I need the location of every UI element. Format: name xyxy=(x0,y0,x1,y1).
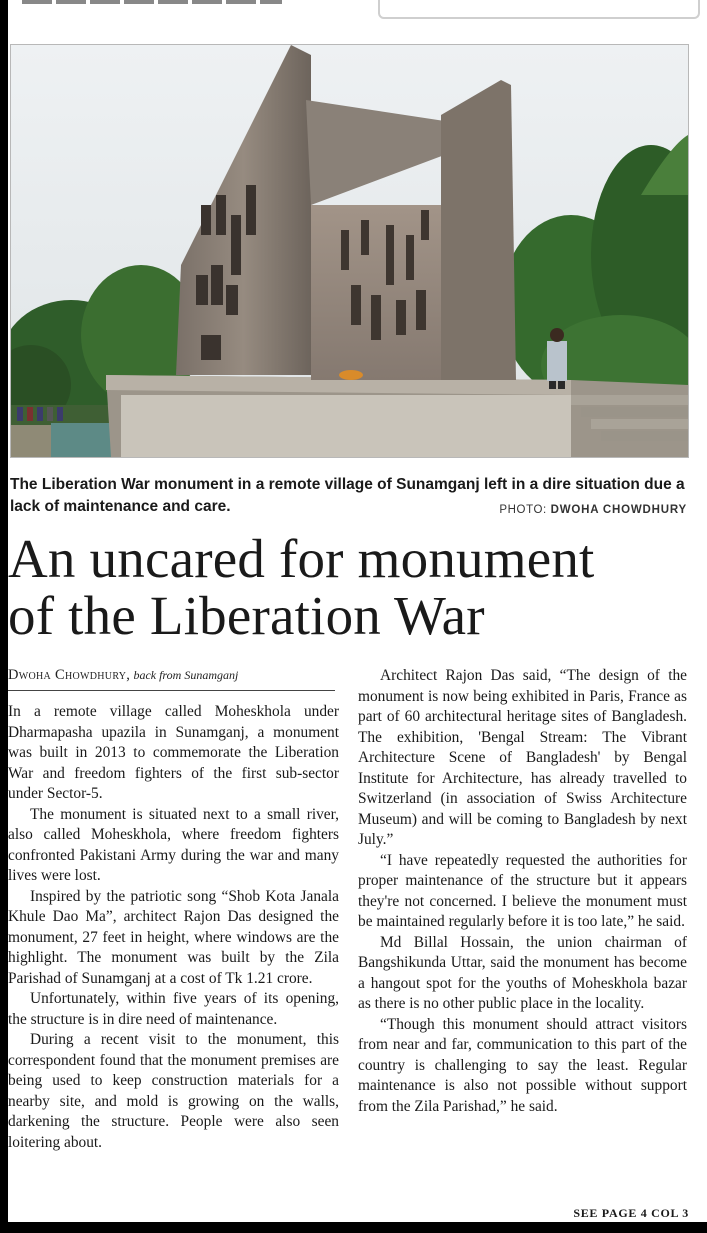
photo-credit-prefix: PHOTO: xyxy=(499,504,547,516)
headline xyxy=(8,530,707,644)
photo-credit xyxy=(499,504,687,516)
paragraph: The monument is situated next to a small river, also called Moheskhola, where freedom fighters confronted Pakistani Army during the war and many lives were lost. xyxy=(8,805,339,884)
cut-off-box xyxy=(378,0,700,19)
article-column-1 xyxy=(8,702,339,1153)
paragraph: Md Billal Hossain, the union chairman of Bangshikunda Uttar, said the monument has become a hangout spot for the youths of Moheskhola bazar as there is no other public place in the locality. xyxy=(358,933,687,1012)
article-column-2 xyxy=(358,666,687,1117)
paragraph: In a remote village called Moheskhola under Dharmapasha upazila in Sunamganj, a monument was built in 2013 to commemorate the Liberation War and freedom fighters of the first sub-sector under Sector-5. xyxy=(8,703,339,802)
paragraph: During a recent visit to the monument, this correspondent found that the monument premises are being used to keep construction materials for a nearby site, and mold is growing on the walls, darkening the structure. People were also seen loitering about. xyxy=(8,1031,339,1151)
byline xyxy=(8,667,335,691)
monument-photo xyxy=(10,44,689,458)
paragraph: Unfortunately, within five years of its opening, the structure is in dire need of maintenance. xyxy=(8,990,339,1028)
photo-credit-name: DWOHA CHOWDHURY xyxy=(550,504,687,516)
headline-line-2: of the Liberation War xyxy=(8,585,485,646)
top-strip-cut xyxy=(8,0,707,40)
paragraph: “I have repeatedly requested the authorities for proper maintenance of the structure but it appears they're not concerned. I believe the monument must be maintained regularly before it is too late,” he said. xyxy=(358,851,687,930)
newspaper-page xyxy=(8,0,707,1222)
paragraph: “Though this monument should attract visitors from near and far, communication to this part of the country is challenging to say the least. Regular maintenance is also not possible without support from the Zila Parishad,” he said. xyxy=(358,1015,687,1115)
cut-off-text xyxy=(22,0,282,4)
byline-author: Dwoha Chowdhury, xyxy=(8,667,131,683)
byline-location: back from Sunamganj xyxy=(133,668,239,682)
headline-line-1: An uncared for monument xyxy=(8,528,595,589)
continued-on-page-link[interactable]: SEE PAGE 4 COL 3 xyxy=(573,1206,689,1220)
paragraph: Architect Rajon Das said, “The design of the monument is now being exhibited in Paris, France as part of 60 architectural heritage sites of Bangladesh. The exhibition, 'Bengal Stream: The Vibrant Architecture Scene of Bangladesh' by Bengal Institute for Architecture, has already travelled to Switzerland (in association of Swiss Architecture Museum) and will be coming to Bangladesh by next July.” xyxy=(358,667,687,848)
photo-caption: The Liberation War monument in a remote village of Sunamganj left in a dire situation due a lack of maintenance and care. xyxy=(10,476,685,515)
paragraph: Inspired by the patriotic song “Shob Kota Janala Khule Dao Ma”, architect Rajon Das designed the monument, 27 feet in height, where windows are the highlight. The monument was built by the Zila Parishad of Sunamganj at a cost of Tk 1.21 crore. xyxy=(8,887,339,987)
